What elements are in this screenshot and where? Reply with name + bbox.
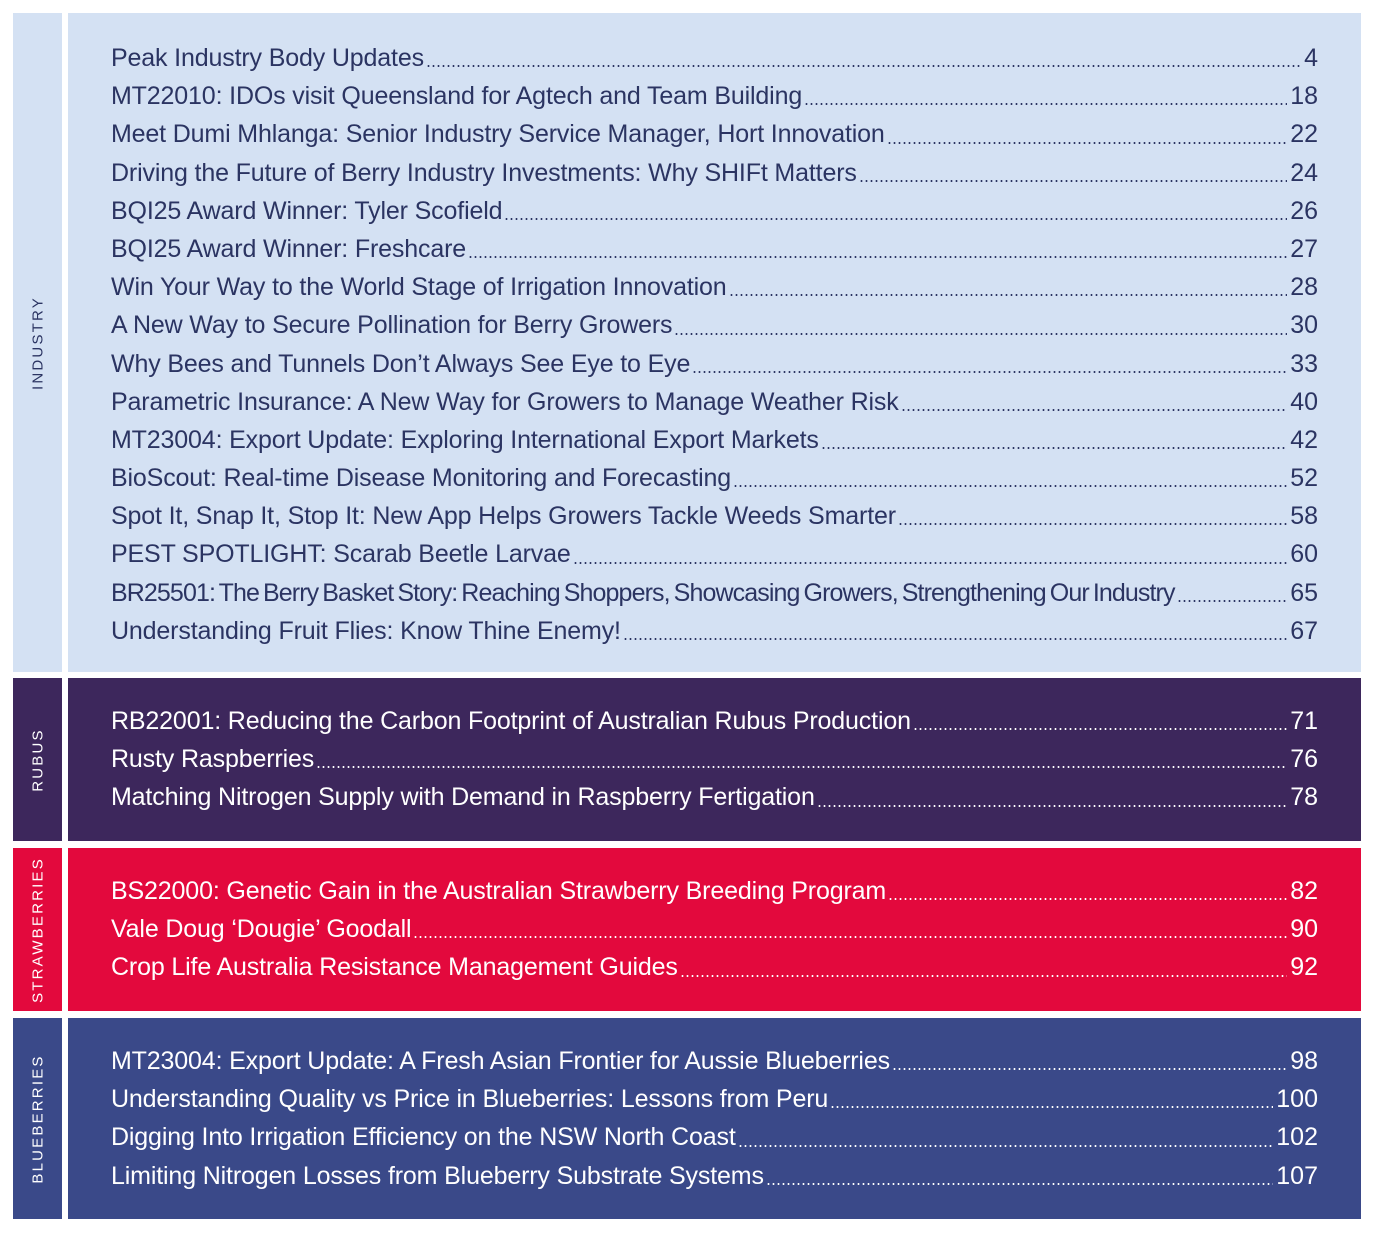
- toc-entry-page-number: 58: [1290, 502, 1318, 531]
- toc-entry-title: Win Your Way to the World Stage of Irrigation Innovation: [111, 273, 727, 302]
- section-tab-blueberries: [13, 1018, 62, 1219]
- toc-entry-page-number: 24: [1290, 158, 1318, 187]
- toc-entry-title: Why Bees and Tunnels Don’t Always See Eye to Eye: [111, 349, 691, 378]
- section-label: BLUEBERRIES: [29, 1053, 46, 1184]
- toc-entry[interactable]: [111, 872, 1318, 910]
- toc-entry[interactable]: [111, 1118, 1318, 1156]
- toc-entry-title: BioScout: Real-time Disease Monitoring and Forecasting: [111, 464, 731, 493]
- toc-entry-list: [111, 39, 1318, 650]
- section-label: INDUSTRY: [29, 295, 46, 390]
- toc-entry-title: Peak Industry Body Updates: [111, 44, 424, 72]
- toc-section-blueberries: [13, 1018, 1361, 1219]
- toc-entry-page-number: 82: [1290, 877, 1318, 905]
- dot-leader: [1177, 574, 1288, 612]
- dot-leader: [817, 778, 1287, 816]
- toc-entry[interactable]: [111, 421, 1318, 459]
- toc-entry-page-number: 42: [1290, 425, 1318, 454]
- toc-entry-title: MT23004: Export Update: A Fresh Asian Frontier for Aussie Blueberries: [111, 1047, 890, 1075]
- toc-entry[interactable]: [111, 1157, 1318, 1195]
- toc-entry[interactable]: [111, 306, 1318, 344]
- toc-entry[interactable]: [111, 1080, 1318, 1118]
- dot-leader: [316, 740, 1287, 778]
- toc-entry[interactable]: [111, 778, 1318, 816]
- dot-leader: [821, 421, 1287, 459]
- toc-entry-list: [111, 1042, 1318, 1195]
- toc-entry-page-number: 102: [1276, 1123, 1318, 1152]
- toc-entry-title: Driving the Future of Berry Industry Investments: Why SHIFt Matters: [111, 158, 857, 187]
- toc-entry-title: RB22001: Reducing the Carbon Footprint of Australian Rubus Production: [111, 707, 911, 735]
- toc-entry-title: BQI25 Award Winner: Tyler Scofield: [111, 196, 503, 225]
- toc-entry-title: PEST SPOTLIGHT: Scarab Beetle Larvae: [111, 540, 571, 569]
- dot-leader: [892, 1042, 1287, 1080]
- toc-entry[interactable]: [111, 383, 1318, 421]
- dot-leader: [680, 948, 1287, 986]
- toc-entry-page-number: 76: [1290, 745, 1318, 774]
- dot-leader: [674, 306, 1287, 344]
- toc-entry-page-number: 52: [1290, 464, 1318, 493]
- toc-entry-page-number: 22: [1290, 120, 1318, 149]
- dot-leader: [859, 154, 1287, 192]
- toc-entry-page-number: 30: [1290, 311, 1318, 340]
- toc-entry[interactable]: [111, 497, 1318, 535]
- toc-entry-list: [111, 702, 1318, 817]
- toc-entry[interactable]: [111, 115, 1318, 153]
- toc-entry[interactable]: [111, 740, 1318, 778]
- dot-leader: [623, 612, 1287, 650]
- toc-section-industry: [13, 13, 1361, 672]
- toc-entry-page-number: 65: [1290, 578, 1318, 607]
- toc-entry[interactable]: [111, 702, 1318, 740]
- toc-entry[interactable]: [111, 154, 1318, 192]
- dot-leader: [830, 1080, 1273, 1118]
- toc-entry-title: MT23004: Export Update: Exploring International Export Markets: [111, 425, 819, 454]
- toc-entry-page-number: 92: [1290, 953, 1318, 982]
- toc-entry-page-number: 100: [1276, 1085, 1318, 1114]
- section-tab-industry: [13, 13, 62, 672]
- toc-entry-page-number: 98: [1290, 1047, 1318, 1075]
- toc-entry[interactable]: [111, 948, 1318, 986]
- toc-entry-title: Crop Life Australia Resistance Management Guides: [111, 953, 678, 982]
- toc-entry-page-number: 40: [1290, 387, 1318, 416]
- toc-entry[interactable]: [111, 459, 1318, 497]
- toc-entry-title: Meet Dumi Mhlanga: Senior Industry Service Manager, Hort Innovation: [111, 120, 885, 149]
- dot-leader: [573, 535, 1288, 573]
- toc-section-rubus: [13, 678, 1361, 841]
- toc-entry-title: Understanding Quality vs Price in Blueberries: Lessons from Peru: [111, 1085, 829, 1114]
- section-label: STRAWBERRIES: [29, 856, 46, 1003]
- toc-entry-title: BS22000: Genetic Gain in the Australian Strawberry Breeding Program: [111, 877, 887, 905]
- toc-entry-page-number: 67: [1290, 616, 1318, 645]
- toc-entry-title: Vale Doug ‘Dougie’ Goodall: [111, 915, 412, 944]
- toc-entry[interactable]: [111, 345, 1318, 383]
- toc-entry[interactable]: [111, 612, 1318, 650]
- dot-leader: [898, 497, 1287, 535]
- dot-leader: [468, 230, 1287, 268]
- dot-leader: [738, 1118, 1274, 1156]
- dot-leader: [426, 39, 1301, 77]
- section-panel: [68, 13, 1361, 672]
- toc-entry[interactable]: [111, 192, 1318, 230]
- section-panel: [68, 1018, 1361, 1219]
- toc-entry-page-number: 28: [1290, 273, 1318, 302]
- toc-entry-title: Parametric Insurance: A New Way for Growers to Manage Weather Risk: [111, 387, 899, 416]
- dot-leader: [733, 459, 1287, 497]
- toc-entry[interactable]: [111, 39, 1318, 77]
- dot-leader: [413, 910, 1287, 948]
- section-panel: [68, 678, 1361, 841]
- toc-entry-page-number: 4: [1304, 44, 1318, 72]
- toc-entry-title: Rusty Raspberries: [111, 745, 315, 774]
- dot-leader: [729, 268, 1288, 306]
- section-tab-strawberries: [13, 848, 62, 1011]
- toc-entry[interactable]: [111, 77, 1318, 115]
- dot-leader: [804, 77, 1287, 115]
- toc-entry-page-number: 27: [1290, 234, 1318, 263]
- section-tab-rubus: [13, 678, 62, 841]
- toc-entry[interactable]: [111, 574, 1318, 612]
- toc-entry-title: MT22010: IDOs visit Queensland for Agtech and Team Building: [111, 82, 803, 111]
- dot-leader: [888, 872, 1287, 910]
- toc-entry[interactable]: [111, 230, 1318, 268]
- toc-entry[interactable]: [111, 535, 1318, 573]
- toc-section-strawberries: [13, 848, 1361, 1011]
- toc-entry[interactable]: [111, 910, 1318, 948]
- dot-leader: [504, 192, 1287, 230]
- toc-entry-page-number: 60: [1290, 540, 1318, 569]
- toc-entry[interactable]: [111, 1042, 1318, 1080]
- dot-leader: [766, 1157, 1273, 1195]
- toc-entry-page-number: 18: [1290, 82, 1318, 111]
- toc-entry-title: A New Way to Secure Pollination for Berry Growers: [111, 311, 673, 340]
- toc-entry-title: Understanding Fruit Flies: Know Thine Enemy!: [111, 616, 621, 645]
- toc-entry-title: Spot It, Snap It, Stop It: New App Helps Growers Tackle Weeds Smarter: [111, 502, 896, 531]
- toc-entry-title: Limiting Nitrogen Losses from Blueberry Substrate Systems: [111, 1161, 764, 1190]
- toc-entry-page-number: 78: [1290, 783, 1318, 812]
- toc-entry-page-number: 107: [1276, 1161, 1318, 1190]
- section-label: RUBUS: [29, 727, 46, 792]
- toc-entry-page-number: 71: [1290, 707, 1318, 735]
- toc-entry-title: Digging Into Irrigation Efficiency on the NSW North Coast: [111, 1123, 736, 1152]
- dot-leader: [692, 345, 1287, 383]
- toc-entry-page-number: 26: [1290, 196, 1318, 225]
- toc-entry-page-number: 90: [1290, 915, 1318, 944]
- toc-entry-list: [111, 872, 1318, 987]
- dot-leader: [913, 702, 1287, 740]
- toc-entry-title: Matching Nitrogen Supply with Demand in Raspberry Fertigation: [111, 783, 815, 812]
- toc-entry-title: BR25501: The Berry Basket Story: Reaching Shoppers, Showcasing Growers, Strengthening Our Industry: [111, 578, 1175, 607]
- toc-entry-title: BQI25 Award Winner: Freshcare: [111, 234, 467, 263]
- toc-entry[interactable]: [111, 268, 1318, 306]
- section-panel: [68, 848, 1361, 1011]
- dot-leader: [901, 383, 1288, 421]
- dot-leader: [887, 115, 1288, 153]
- toc-entry-page-number: 33: [1290, 349, 1318, 378]
